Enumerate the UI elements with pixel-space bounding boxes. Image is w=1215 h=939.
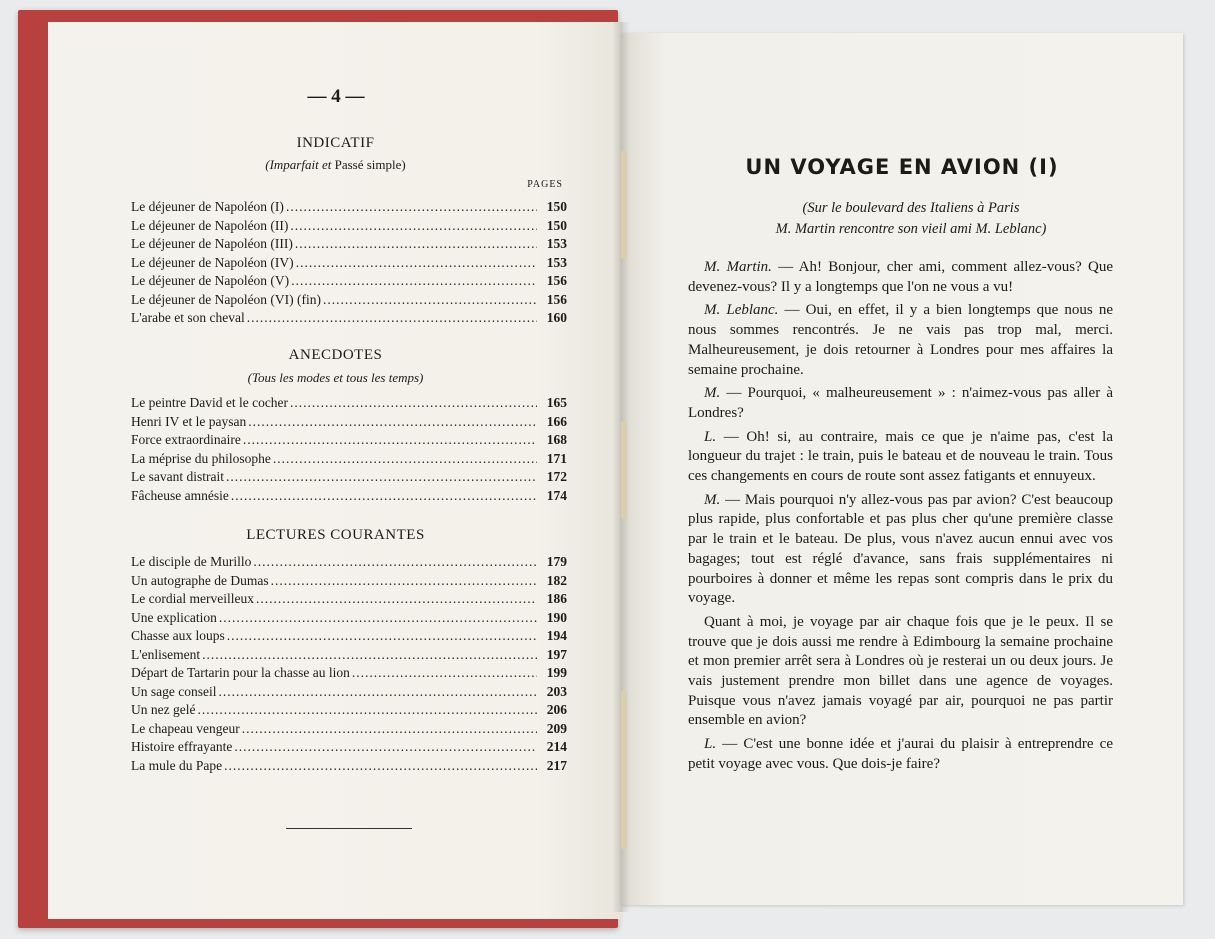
toc-entry-title: Histoire effrayante	[131, 739, 233, 754]
toc-entry-title: Un autographe de Dumas	[131, 572, 269, 588]
toc-entry-title: Un nez gelé	[131, 702, 196, 717]
toc-leader	[197, 701, 537, 720]
toc-leader	[226, 468, 537, 487]
toc-entry-page: 206	[546, 702, 567, 717]
toc-entry-page: 165	[546, 395, 567, 410]
toc-entry	[131, 738, 567, 757]
toc-leader	[227, 627, 537, 646]
dialogue-text: — Oui, en effet, il y a bien longtemps que nous ne nous sommes rencontrés. Je ne vais pas trop mal, merci. Malheureusement, je dois retourner à Londres pour mes affaires la semaine prochaine.	[688, 302, 1114, 378]
toc-entry	[131, 468, 567, 487]
speaker: M.	[704, 491, 721, 508]
story-intro	[681, 198, 1141, 240]
toc-entry-page: 214	[546, 739, 567, 754]
toc-entry-page: 160	[546, 310, 567, 325]
toc-leader	[273, 450, 537, 469]
toc-entry-title: L'enlisement	[131, 646, 201, 662]
section-subtitle-anecdotes: (Tous les modes et tous les temps)	[247, 370, 424, 385]
toc-leader	[247, 309, 537, 328]
speaker: L.	[704, 736, 717, 753]
toc-leader	[224, 757, 537, 776]
dialogue-text: Quant à moi, je voyage par air chaque fois que je le peux. Il se trouve que je dois aussi me rendre à Edimbourg la semaine prochaine et mon premier arrêt sera à Londres où je resterai un ou deux jours. Je vais justement prendre mon billet dans une agence de voyages. Puisque vous n'avez jamais voyagé par air, pourquoi ne pas partir ensemble en avion?	[688, 613, 1113, 729]
toc-entry-title: La méprise du philosophe	[131, 450, 271, 466]
toc-entry-title: Le chapeau vengeur	[131, 720, 240, 736]
toc-entry	[131, 757, 567, 776]
subtitle-part: (Imparfait et	[265, 157, 332, 172]
toc-entry-title: Le savant distrait	[131, 469, 224, 484]
toc-entry-title: Le déjeuner de Napoléon (III)	[131, 236, 293, 251]
toc-entry-title: Henri IV et le paysan	[131, 413, 247, 429]
toc-entry-page: 209	[546, 720, 567, 736]
dialogue-paragraph	[688, 384, 1113, 423]
toc-entry-title: Le déjeuner de Napoléon (IV)	[131, 254, 294, 270]
toc-leader	[286, 198, 537, 217]
toc-entry	[131, 272, 567, 291]
toc-leader	[242, 720, 537, 739]
section-title-anecdotes: ANECDOTES	[288, 347, 383, 363]
toc-entry-title: Le déjeuner de Napoléon (II)	[131, 217, 289, 233]
toc-entry	[131, 394, 567, 413]
toc-entry-page: 150	[546, 199, 567, 214]
end-rule	[286, 828, 412, 829]
dialogue-text: — Pourquoi, « malheureusement » : n'aimez-vous pas aller à Londres?	[688, 385, 1113, 421]
toc-entry-title: La mule du Pape	[131, 757, 223, 773]
section-title-indicatif: INDICATIF	[296, 135, 375, 151]
speaker: M. Leblanc.	[704, 302, 779, 319]
toc-leader	[271, 572, 537, 591]
page-number-text: — 4 —	[307, 86, 365, 107]
toc-list-anecdotes	[131, 394, 567, 505]
dialogue-paragraph	[688, 491, 1113, 609]
toc-entry-page: 217	[546, 757, 567, 773]
toc-entry	[131, 487, 567, 506]
toc-entry	[131, 235, 567, 254]
toc-leader	[218, 683, 537, 702]
toc-entry-page: 182	[546, 572, 567, 588]
toc-entry-page: 153	[546, 236, 567, 251]
subtitle-part: Passé simple)	[334, 157, 406, 172]
toc-leader	[352, 664, 537, 683]
toc-entry-title: Chasse aux loups	[131, 628, 225, 643]
toc-entry-page: 203	[546, 683, 567, 699]
toc-list-indicatif	[131, 198, 567, 328]
toc-entry	[131, 701, 567, 720]
toc-entry	[131, 217, 567, 236]
toc-list-lectures	[131, 553, 567, 775]
right-page	[621, 33, 1183, 905]
section-subtitle-indicatif	[48, 157, 623, 173]
toc-leader	[256, 590, 537, 609]
binding-thread	[621, 150, 627, 260]
dialogue-text: — Ah! Bonjour, cher ami, comment allez-vous? Que devenez-vous? Il y a longtemps que l'on ne vous a vu!	[688, 259, 1113, 295]
toc-entry	[131, 590, 567, 609]
toc-entry	[131, 431, 567, 450]
toc-entry-page: 156	[546, 291, 567, 307]
intro-line: (Sur le boulevard des Italiens à Paris	[802, 200, 1020, 216]
story-title: UN VOYAGE EN AVION (I)	[745, 155, 1059, 179]
dialogue-text: — C'est une bonne idée et j'aurai du plaisir à entreprendre ce petit voyage avec vous. Que dois-je faire?	[688, 736, 1113, 772]
toc-entry-title: Départ de Tartarin pour la chasse au lion	[131, 665, 350, 680]
speaker: L.	[704, 428, 717, 445]
toc-entry-page: 179	[546, 554, 567, 569]
dialogue-paragraph	[688, 301, 1113, 380]
toc-entry-title: Une explication	[131, 609, 217, 625]
toc-entry-title: Force extraordinaire	[131, 432, 241, 447]
toc-entry-title: Le disciple de Murillo	[131, 554, 252, 569]
toc-entry-page: 166	[546, 413, 567, 429]
toc-entry-title: Le déjeuner de Napoléon (I)	[131, 199, 284, 214]
toc-leader	[243, 431, 537, 450]
toc-entry	[131, 572, 567, 591]
toc-entry	[131, 254, 567, 273]
toc-entry-title: Le déjeuner de Napoléon (VI) (fin)	[131, 291, 322, 307]
toc-leader	[253, 553, 537, 572]
toc-entry	[131, 198, 567, 217]
toc-entry	[131, 291, 567, 310]
toc-entry-page: 199	[546, 665, 567, 680]
speaker: M. Martin.	[704, 259, 772, 275]
dialogue-paragraph	[688, 428, 1113, 487]
toc-entry	[131, 609, 567, 628]
toc-entry	[131, 309, 567, 328]
toc-entry	[131, 413, 567, 432]
toc-leader	[234, 738, 537, 757]
story-body	[688, 258, 1113, 779]
dialogue-paragraph	[688, 613, 1113, 731]
toc-entry	[131, 627, 567, 646]
toc-entry-page: 171	[546, 450, 567, 466]
toc-entry	[131, 646, 567, 665]
dialogue-text: — Mais pourquoi n'y allez-vous pas par avion? C'est beaucoup plus rapide, plus confortable et pas plus cher qu'une première classe par le train et le bateau. De plus, vous n'avez aucun ennui avec vos bagages; tout est réglé d'avance, sans frais supplémentaires ni pourboires à donner et même les repas sont compris dans le prix du voyage.	[688, 491, 1113, 607]
toc-entry-title: Le déjeuner de Napoléon (V)	[131, 273, 290, 288]
toc-entry-page: 150	[546, 217, 567, 233]
toc-leader	[296, 254, 537, 273]
dialogue-paragraph	[688, 735, 1113, 774]
toc-entry-title: Le peintre David et le cocher	[131, 395, 289, 410]
toc-entry-title: L'arabe et son cheval	[131, 310, 245, 325]
dialogue-paragraph	[688, 258, 1113, 297]
pages-label: PAGES	[527, 179, 563, 190]
toc-entry-title: Un sage conseil	[131, 683, 217, 699]
toc-leader	[295, 235, 537, 254]
toc-entry-page: 190	[546, 609, 567, 625]
toc-leader	[323, 291, 537, 310]
binding-thread	[621, 690, 627, 850]
toc-entry-page: 174	[546, 487, 567, 503]
toc-leader	[290, 217, 537, 236]
toc-entry-page: 197	[546, 646, 567, 662]
binding-thread	[621, 420, 627, 520]
toc-leader	[202, 646, 537, 665]
toc-entry	[131, 720, 567, 739]
section-title-lectures: LECTURES COURANTES	[246, 527, 425, 543]
intro-line: M. Martin rencontre son vieil ami M. Leblanc)	[775, 221, 1047, 237]
toc-entry-title: Fâcheuse amnésie	[131, 487, 229, 503]
dialogue-text: — Oh! si, au contraire, mais ce que je n'aime pas, c'est la longueur du trajet : le train, puis le bateau et de nouveau le train. Tous ces changements en cours de route sont assez fatigants et ennuyeux.	[688, 428, 1113, 485]
speaker: M.	[704, 385, 721, 402]
toc-entry-page: 153	[546, 254, 567, 270]
toc-entry-page: 156	[546, 273, 567, 288]
toc-entry-page: 194	[546, 628, 567, 643]
toc-entry	[131, 553, 567, 572]
toc-entry-page: 168	[546, 432, 567, 447]
left-page	[48, 22, 623, 919]
toc-entry	[131, 450, 567, 469]
toc-leader	[248, 413, 537, 432]
toc-entry	[131, 664, 567, 683]
toc-leader	[219, 609, 537, 628]
toc-entry-title: Le cordial merveilleux	[131, 591, 254, 606]
toc-entry-page: 186	[546, 591, 567, 606]
toc-entry-page: 172	[546, 469, 567, 484]
toc-leader	[291, 272, 537, 291]
toc-leader	[231, 487, 537, 506]
toc-leader	[290, 394, 537, 413]
toc-entry	[131, 683, 567, 702]
